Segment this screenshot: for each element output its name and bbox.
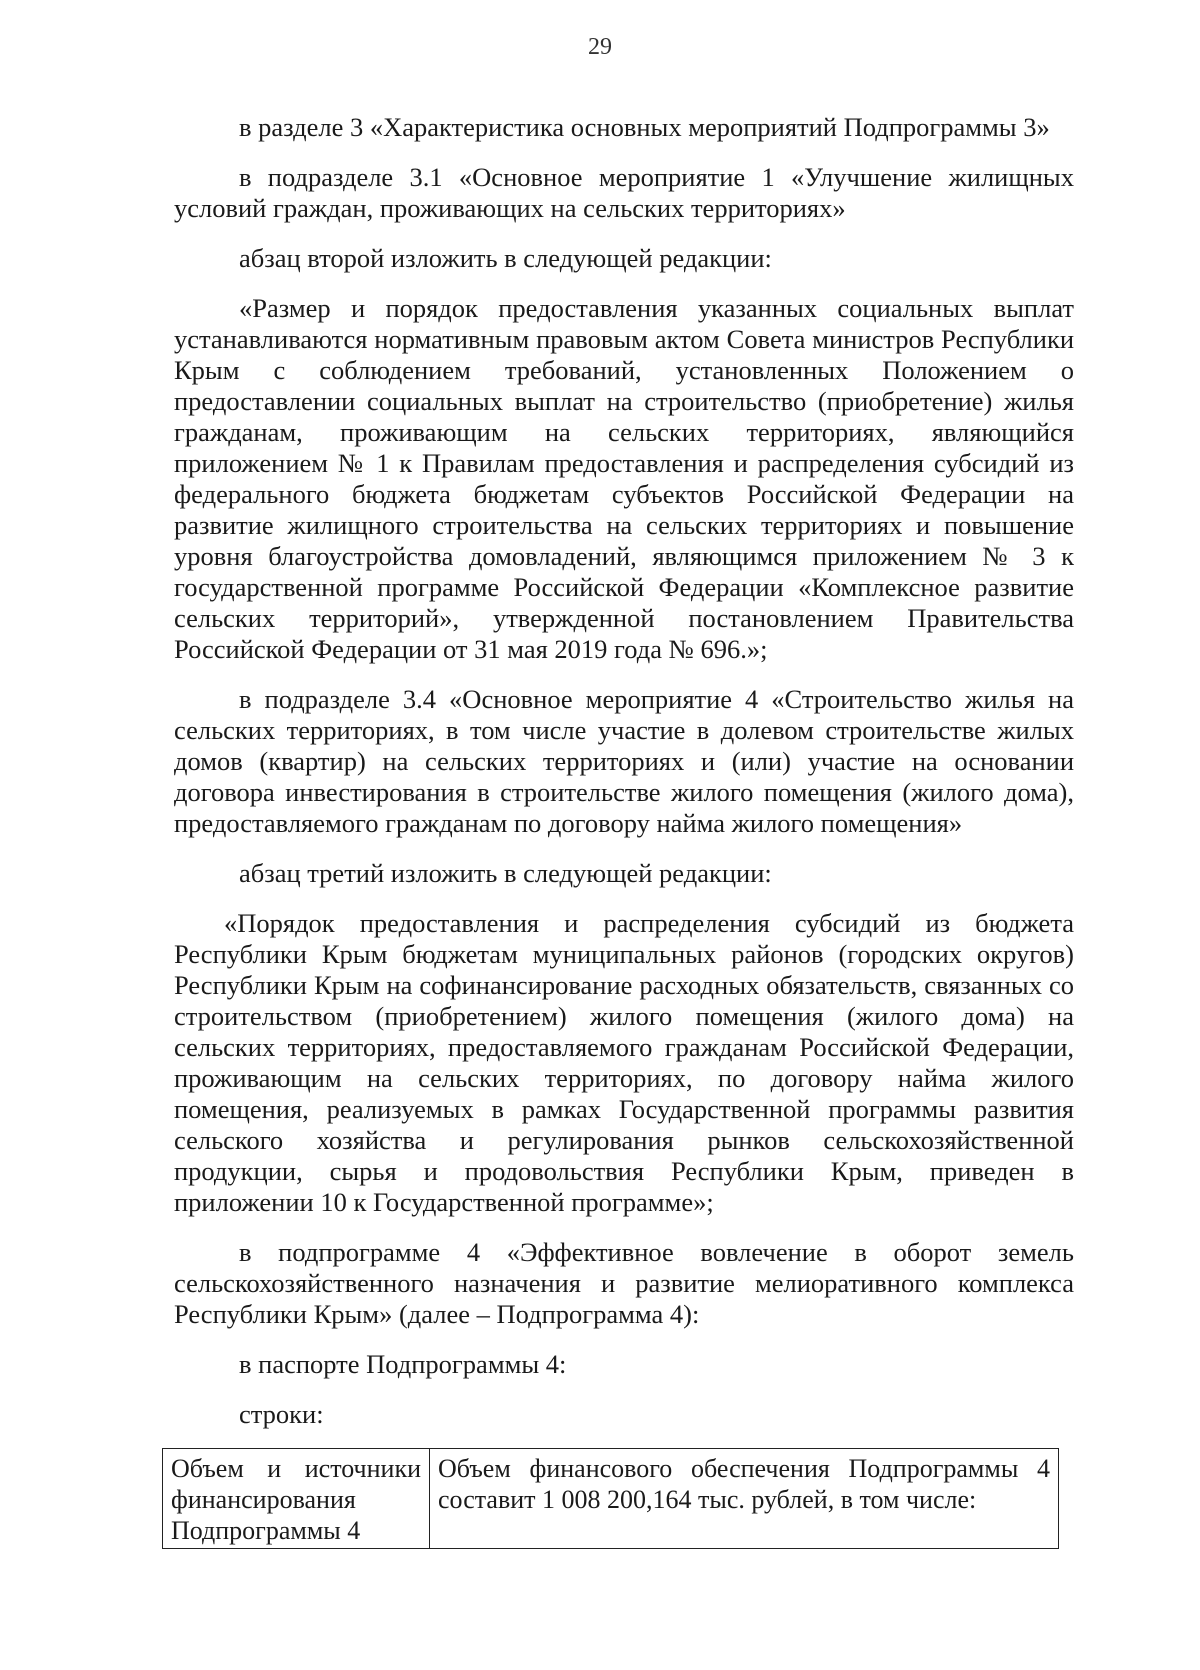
paragraph-social-payments-quote: «Размер и порядок предоставления указанных социальных выплат устанавливаются нормативным правовым актом Совета министров Республики Крым с соблюдением требований, установленных Положением о предоставлении социальных выплат на строительство (приобретение) жилья гражданам, проживающим на сельских территориях, являющийся приложением № 1 к Правилам предоставления и распределения субсидий из федерального бюджета бюджетам субъектов Российской Федерации на развитие жилищного строительства на сельских территориях и повышение уровня благоустройства домовладений, являющимся приложением № 3 к государственной программе Российской Федерации «Комплексное развитие сельских территорий», утвержденной постановлением Правительства Российской Федерации от 31 мая 2019 года № 696.»; bbox=[174, 293, 1074, 664]
paragraph-subsection-3-4: в подразделе 3.4 «Основное мероприятие 4 «Строительство жилья на сельских территориях, в том числе участие в долевом строительстве жилых домов (квартир) на сельских территориях и (или) участие на основании договора инвестирования в строительстве жилого помещения (жилого дома), предоставляемого гражданам по договору найма жилого помещения» bbox=[174, 684, 1074, 838]
paragraph-rows-label: строки: bbox=[239, 1399, 324, 1429]
page-number: 29 bbox=[588, 34, 612, 60]
paragraph-subsection-3-1: в подразделе 3.1 «Основное мероприятие 1 «Улучшение жилищных условий граждан, проживающих на сельских территориях» bbox=[174, 162, 1074, 223]
paragraph-section-3-heading: в разделе 3 «Характеристика основных мероприятий Подпрограммы 3» bbox=[239, 112, 1050, 142]
financing-table-wrapper bbox=[162, 1448, 1059, 1549]
financing-table bbox=[162, 1448, 1059, 1549]
document-body bbox=[171, 112, 1074, 1549]
paragraph-second-abzac-instruction: абзац второй изложить в следующей редакции: bbox=[239, 243, 772, 273]
paragraph-passport-subprogram-4: в паспорте Подпрограммы 4: bbox=[239, 1349, 567, 1379]
paragraph-subprogram-4: в подпрограмме 4 «Эффективное вовлечение в оборот земель сельскохозяйственного назначения и развитие мелиоративного комплекса Республики Крым» (далее – Подпрограмма 4): bbox=[174, 1237, 1074, 1329]
table-label-cell: Объем и источники финансирования Подпрограммы 4 bbox=[163, 1449, 430, 1549]
paragraph-subsidies-quote: «Порядок предоставления и распределения субсидий из бюджета Республики Крым бюджетам муниципальных районов (городских округов) Республики Крым на софинансирование расходных обязательств, связанных со строительством (приобретением) жилого помещения (жилого дома) на сельских территориях, предоставляемого гражданам Российской Федерации, проживающим на сельских территориях, по договору найма жилого помещения, реализуемых в рамках Государственной программы развития сельского хозяйства и регулирования рынков сельскохозяйственной продукции, сырья и продовольствия Республики Крым, приведен в приложении 10 к Государственной программе»; bbox=[174, 908, 1074, 1217]
table-value-cell: Объем финансового обеспечения Подпрограммы 4 составит 1 008 200,164 тыс. рублей, в том числе: bbox=[430, 1449, 1059, 1549]
paragraph-third-abzac-instruction: абзац третий изложить в следующей редакции: bbox=[239, 858, 772, 888]
table-row bbox=[163, 1449, 1059, 1549]
